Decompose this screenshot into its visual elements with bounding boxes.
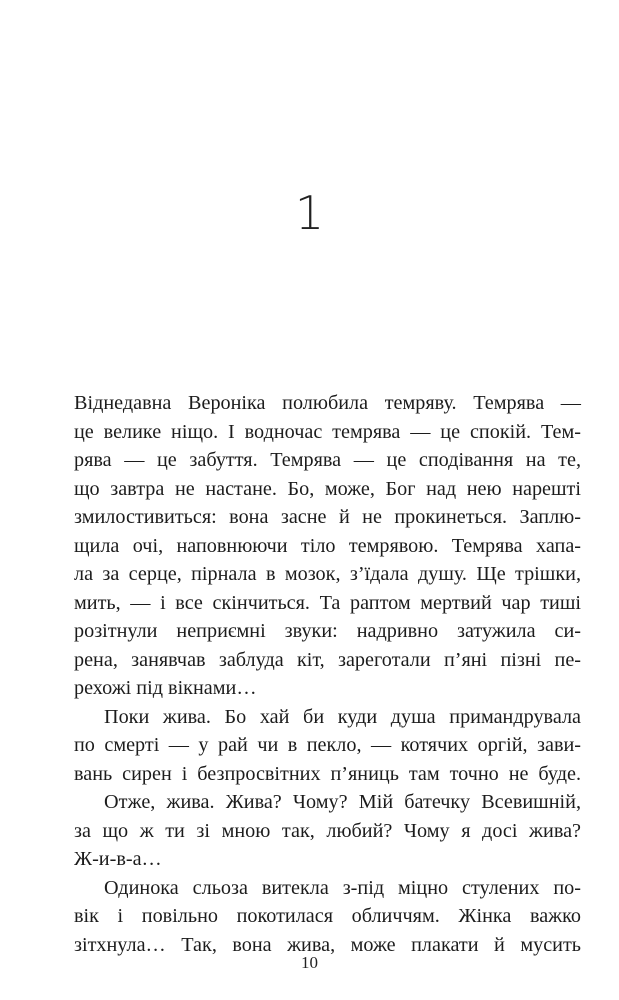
text-line: Поки жива. Бо хай би куди душа примандрувала (104, 705, 581, 728)
paragraph (74, 874, 581, 960)
text-line: рява — це забуття. Темрява — це сподівання на те, (74, 449, 581, 471)
text-line: мить, — і все скінчиться. Та раптом мертвий чар тиші (74, 591, 581, 614)
text-line: зітхнула… Так, вона жива, може плакати й мусить (74, 933, 581, 956)
text-line: це велике ніщо. І водночас темрява — це спокій. Тем- (74, 420, 581, 443)
text-line: змилостивиться: вона засне й не прокинеться. Заплю- (74, 506, 581, 528)
text-line: вік і повільно покотилася обличчям. Жінка важко (74, 905, 581, 927)
paragraph (74, 788, 581, 874)
text-line: Віднедавна Вероніка полюбила темряву. Темрява — (74, 392, 581, 414)
text-line: вань сирен і безпросвітних п’яниць там точно не буде. (74, 762, 581, 785)
body-text (74, 389, 581, 959)
paragraph (74, 389, 581, 703)
text-line: розітнули неприємні звуки: надривно затужила си- (74, 620, 581, 642)
paragraph (74, 703, 581, 789)
text-line: по смерті — у рай чи в пекло, — котячих оргій, зави- (74, 734, 581, 756)
text-line: рехожі під вікнами… (74, 677, 257, 699)
text-line: Ж-и-в-а… (74, 848, 162, 870)
chapter-number: 1 (294, 186, 325, 240)
text-line: що завтра не настане. Бо, може, Бог над нею нарешті (74, 477, 581, 500)
text-line: за що ж ти зі мною так, любий? Чому я досі жива? (74, 819, 581, 842)
text-line: Отже, жива. Жива? Чому? Мій батечку Всевишній, (104, 791, 581, 813)
text-line: ла за серце, пірнала в мозок, з’їдала душу. Ще трішки, (74, 563, 581, 585)
text-line: Одинока сльоза витекла з-під міцно стулених по- (104, 876, 581, 899)
page-number: 10 (301, 953, 318, 972)
text-line: рена, занявчав заблуда кіт, зареготали п’яні пізні пе- (74, 648, 581, 671)
text-line: щила очі, наповнюючи тіло темрявою. Темрява хапа- (74, 534, 581, 557)
